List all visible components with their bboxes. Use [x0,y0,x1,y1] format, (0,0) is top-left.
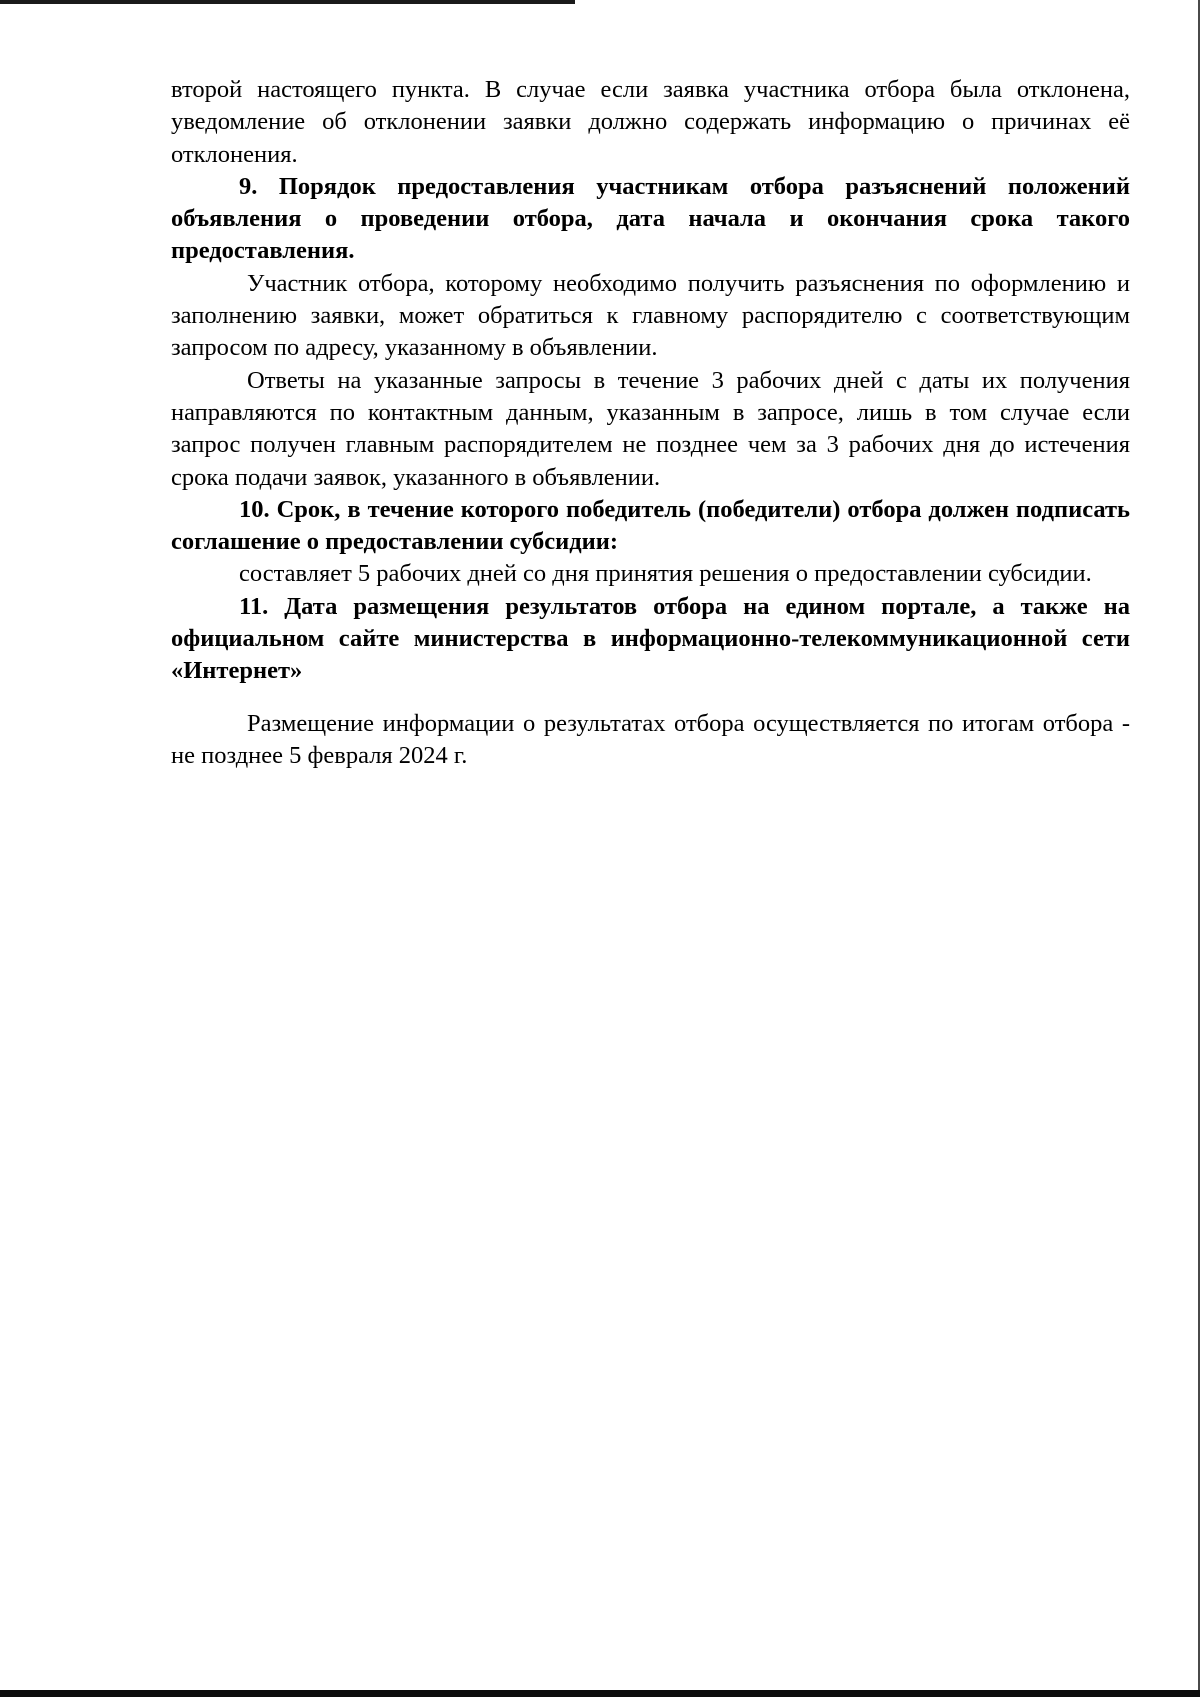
scan-edge-bottom [0,1690,1200,1697]
section-9-paragraph-1: Участник отбора, которому необходимо получить разъяснения по оформлению и заполнению заявки, может обратиться к главному распорядителю с соответствующим запросом по адресу, указанному в объявлении. [171,269,1130,362]
section-10-heading: 10. Срок, в течение которого победитель (победители) отбора должен подписать соглашение о предоставлении субсидии: [171,495,1130,556]
scan-edge-top [0,0,575,4]
paragraph-continuation: второй настоящего пункта. В случае если заявка участника отбора была отклонена, уведомление об отклонении заявки должно содержать информацию о причинах её отклонения. [171,76,1130,168]
section-9-paragraph-2: Ответы на указанные запросы в течение 3 рабочих дней с даты их получения направляются по контактным данным, указанным в запросе, лишь в том случае если запрос получен главным распорядителем не позднее чем за 3 рабочих дня до истечения срока подачи заявок, указанного в объявлении. [171,366,1130,491]
section-10-paragraph: составляет 5 рабочих дней со дня принятия решения о предоставлении субсидии. [239,560,1092,588]
document-page [171,74,1130,772]
section-11-paragraph: Размещение информации о результатах отбора осуществляется по итогам отбора - не позднее 5 февраля 2024 г. [171,709,1130,769]
section-11-heading: 11. Дата размещения результатов отбора на едином портале, а также на официальном сайте министерства в информационно-телекоммуникационной сети «Интернет» [171,592,1130,685]
section-9-heading: 9. Порядок предоставления участникам отбора разъяснений положений объявления о проведении отбора, дата начала и окончания срока такого предоставления. [171,172,1130,265]
